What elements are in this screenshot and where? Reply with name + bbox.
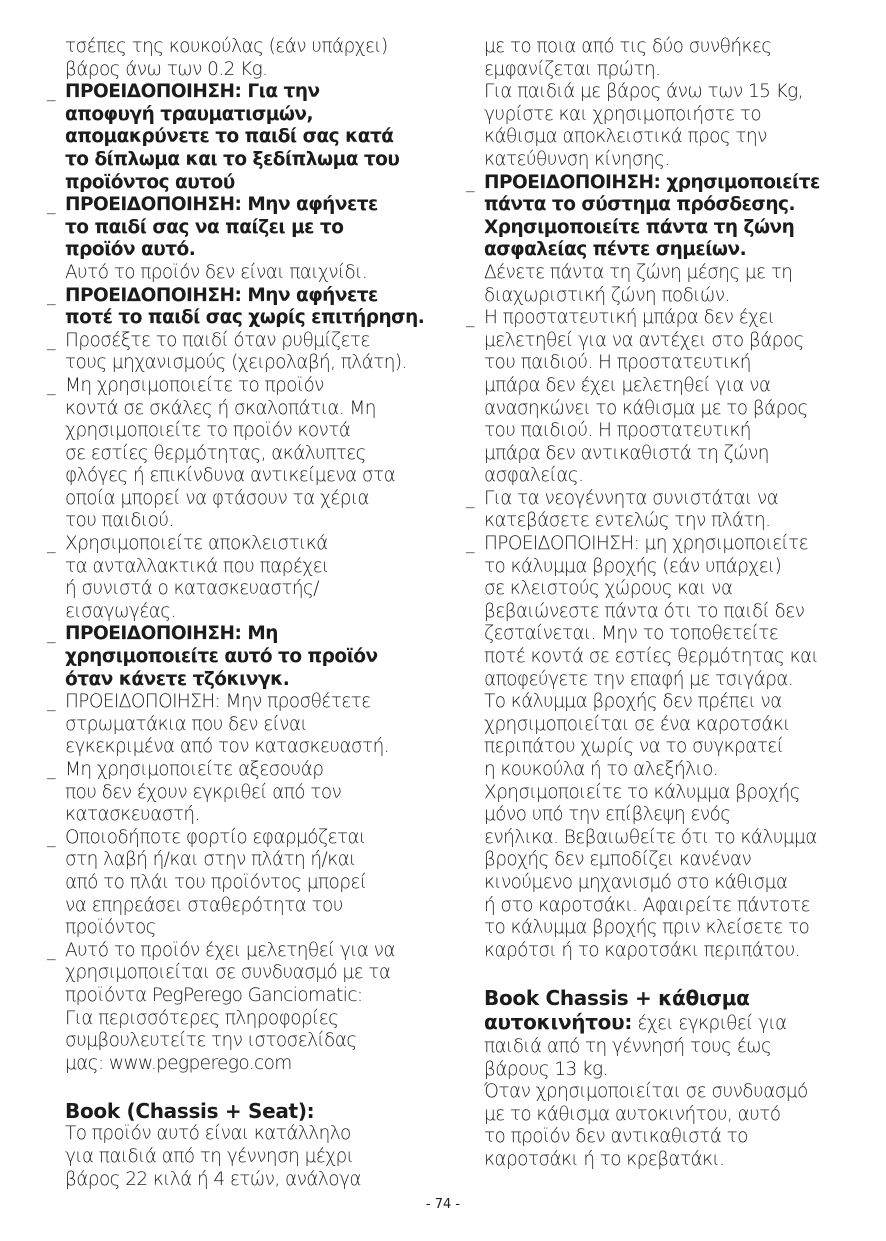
text-line: Προσέξτε το παιδί όταν ρυθμίζετε <box>65 329 370 351</box>
page-number: - 74 - <box>425 1197 461 1212</box>
paragraph-hood-pocket <box>47 36 432 81</box>
note-bumper-bar <box>466 307 851 488</box>
text-line: του παιδιού. Η προστατευτική <box>484 352 751 374</box>
text-line: ΠΡΟΕΙΔΟΠΟΙΗΣΗ: Μην αφήνετε <box>65 284 378 306</box>
warning-rain-cover <box>466 533 851 962</box>
text-line: Μη χρησιμοποιείτε το προϊόν <box>65 374 324 396</box>
text-line: Χρησιμοποιείτε αποκλειστικά <box>65 533 328 555</box>
note-mechanisms <box>47 330 432 375</box>
text-line: Δένετε πάντα τη ζώνη μέσης με τη <box>484 261 793 283</box>
text-line: Για τα νεογέννητα συνιστάται να <box>484 487 779 509</box>
text-line: σε εστίες θερμότητας, ακάλυπτες <box>65 442 366 464</box>
text-line: εγκεκριμένα από τον κατασκευαστή. <box>65 736 389 758</box>
note-ganciomatic <box>47 940 432 1076</box>
warning-folding <box>47 81 432 194</box>
note-accessories <box>47 759 432 827</box>
text-line: Χρησιμοποιείτε το κάλυμμα βροχής <box>484 781 800 803</box>
text-line: βροχής δεν εμποδίζει κανέναν <box>484 849 752 871</box>
text-line: βεβαιώνεστε πάντα ότι το παιδί δεν <box>484 600 805 622</box>
text-line: σε κλειστούς χώρους και να <box>484 578 733 600</box>
text-line: μπάρα δεν έχει μελετηθεί για να <box>484 374 771 396</box>
text-line: προϊόν αυτό. <box>65 239 196 261</box>
text-line: εισαγωγέας. <box>65 600 176 622</box>
text-line: μελετηθεί για να αντέχει στο βάρος <box>484 329 804 351</box>
text-line: κάθισμα αποκλειστικά προς την <box>484 126 767 148</box>
text-line: τσέπες της κουκούλας (εάν υπάρχει) <box>65 36 388 57</box>
bullet-dash: _ <box>47 330 56 351</box>
text-line: όταν κάνετε τζόκινγκ. <box>65 668 290 690</box>
text-line: βάρος 22 κιλά ή 4 ετών, ανάλογα <box>65 1168 361 1190</box>
warning-not-a-toy <box>47 194 432 284</box>
warning-jogging <box>47 623 432 691</box>
note-newborn <box>466 488 851 533</box>
text-line: Για παιδιά με βάρος άνω των 15 Kg, <box>484 81 803 103</box>
bullet-dash: _ <box>466 308 475 329</box>
text-line: το προϊόν δεν αντικαθιστά το <box>484 1126 748 1148</box>
text-line: ΠΡΟΕΙΔΟΠΟΙΗΣΗ: Μην προσθέτετε <box>65 691 371 713</box>
text-line: Για περισσότερες πληροφορίες <box>65 1007 339 1029</box>
text-line: ποτέ κοντά σε εστίες θερμότητας και <box>484 646 819 668</box>
text-line: βάρος άνω των 0.2 Kg. <box>65 58 268 80</box>
text-line: το κάλυμμα βροχής (εάν υπάρχει) <box>484 555 782 577</box>
text-line: προϊόντος <box>65 917 156 939</box>
text-line: μπάρα δεν αντικαθιστά τη ζώνη <box>484 442 769 464</box>
bullet-dash: _ <box>47 195 56 216</box>
text-line: που δεν έχουν εγκριθεί από τον <box>65 781 342 803</box>
text-line: απομακρύνετε το παιδί σας κατά <box>65 126 394 148</box>
text-line: Η προστατευτική μπάρα δεν έχει <box>484 307 775 329</box>
text-line: τα ανταλλακτικά που παρέχει <box>65 555 329 577</box>
text-line: οποία μπορεί να φτάσουν τα χέρια <box>65 487 369 509</box>
text-line: κοντά σε σκάλες ή σκαλοπάτια. Μη <box>65 397 376 419</box>
text-line: φλόγες ή επικίνδυνα αντικείμενα στα <box>65 465 396 487</box>
bullet-dash: _ <box>47 760 56 780</box>
text-line: χρησιμοποιείτε το προϊόν κοντά <box>65 420 351 442</box>
text-line: Το προϊόν αυτό είναι κατάλληλο <box>65 1123 351 1145</box>
text-line: με το κάθισμα αυτοκινήτου, αυτό <box>484 1103 781 1125</box>
bullet-dash: _ <box>47 375 56 396</box>
text-line: Αυτό το προϊόν έχει μελετηθεί για να <box>65 939 395 961</box>
text-line: από το πλάι του προϊόντος μπορεί <box>65 871 367 893</box>
warning-harness <box>466 172 851 308</box>
bullet-dash: _ <box>47 827 56 848</box>
text-line: προϊόντα PegPerego Ganciomatic: <box>65 984 363 1006</box>
text-line: Οποιοδήποτε φορτίο εφαρμόζεται <box>65 826 366 848</box>
text-line: προϊόντος αυτού <box>65 171 235 193</box>
paragraph-age-weight <box>466 36 851 172</box>
text-line: ή συνιστά ο κατασκευαστής/ <box>65 578 319 600</box>
text-line: το δίπλωμα και το ξεδίπλωμα του <box>65 148 400 170</box>
text-line: γυρίστε και χρησιμοποιήστε το <box>484 103 762 125</box>
text-line: πάντα το σύστημα πρόσδεσης. <box>484 194 795 216</box>
text-line: κατασκευαστή. <box>65 804 200 826</box>
section-book-chassis-car-seat <box>466 986 851 1171</box>
text-line: ζεσταίνεται. Μην το τοποθετείτε <box>484 623 779 645</box>
text-line: ΠΡΟΕΙΔΟΠΟΙΗΣΗ: Μην αφήνετε <box>65 194 378 216</box>
bullet-dash: _ <box>47 624 56 645</box>
text-line: στρωματάκια που δεν είναι <box>65 713 308 735</box>
text-line: η κουκούλα ή το αλεξήλιο. <box>484 759 719 780</box>
bullet-dash: _ <box>47 285 56 306</box>
text-line: χρησιμοποιείτε αυτό το προϊόν <box>65 646 378 668</box>
bullet-dash: _ <box>466 534 475 555</box>
warning-mattresses <box>47 691 432 759</box>
text-line: κατεβάσετε εντελώς την πλάτη. <box>484 510 771 532</box>
text-line: κατεύθυνση κίνησης. <box>484 148 670 170</box>
text-line: να επηρεάσει σταθερότητα του <box>65 894 343 916</box>
bullet-dash: _ <box>47 82 56 103</box>
text-line: Χρησιμοποιείτε πάντα τη ζώνη <box>484 216 795 238</box>
bullet-dash: _ <box>466 172 475 193</box>
note-stairs-heat <box>47 375 432 533</box>
text-line: Αυτό το προϊόν δεν είναι παιχνίδι. <box>65 261 368 283</box>
text-line: μόνο υπό την επίβλεψη ενός <box>484 804 731 826</box>
left-column <box>47 36 432 1191</box>
text-line: στη λαβή ή/και στην πλάτη ή/και <box>65 849 356 871</box>
text-line: τους μηχανισμούς (χειρολαβή, πλάτη). <box>65 352 407 374</box>
text-line: συμβουλευτείτε την ιστοσελίδας <box>65 1030 357 1052</box>
text-line: Το κάλυμμα βροχής δεν πρέπει να <box>484 691 782 713</box>
text-line: παιδιά από τη γέννησή τους έως <box>484 1035 772 1057</box>
text-line: το παιδί σας να παίζει με το <box>65 216 344 238</box>
section-heading: Book Chassis + κάθισμα <box>484 986 750 1011</box>
text-line: χρησιμοποιείται σε ένα καροτσάκι <box>484 713 790 735</box>
text-line: περιπάτου χωρίς να το συγκρατεί <box>484 736 784 758</box>
section-heading: αυτοκινήτου: <box>484 1010 633 1035</box>
text-line: του παιδιού. Η προστατευτική <box>484 420 751 442</box>
text-line: ποτέ το παιδί σας χωρίς επιτήρηση. <box>65 307 425 329</box>
text-line: ασφαλείας. <box>484 465 584 487</box>
text-line: καρότσι ή το καροτσάκι περιπάτου. <box>484 939 801 961</box>
text-line: βάρους 13 kg. <box>484 1058 608 1080</box>
text-line: μας: www.pegperego.com <box>65 1052 292 1074</box>
bullet-dash: _ <box>47 940 56 961</box>
right-column <box>466 36 851 1172</box>
text-line: με το ποια από τις δύο συνθήκες <box>484 36 772 57</box>
text-line: ΠΡΟΕΙΔΟΠΟΙΗΣΗ: Μη <box>65 623 278 645</box>
text-line: ή στο καροτσάκι. Αφαιρείτε πάντοτε <box>484 894 810 916</box>
text-line: για παιδιά από τη γέννηση μέχρι <box>65 1145 354 1167</box>
text-line: χρησιμοποιείται σε συνδυασμό με τα <box>65 962 391 984</box>
text-line: του παιδιού. <box>65 510 174 532</box>
text-line: αποφυγή τραυματισμών, <box>65 103 314 125</box>
text-line: ΠΡΟΕΙΔΟΠΟΙΗΣΗ: Για την <box>65 81 320 103</box>
text-line: Μη χρησιμοποιείτε αξεσουάρ <box>65 759 324 780</box>
warning-supervision <box>47 285 432 330</box>
note-load-stability <box>47 827 432 940</box>
bullet-dash: _ <box>47 534 56 555</box>
text-line: Όταν χρησιμοποιείται σε συνδυασμό <box>484 1081 808 1103</box>
text-line: έχει εγκριθεί για <box>637 1013 787 1035</box>
text-line: ανασηκώνει το κάθισμα με το βάρος <box>484 397 808 419</box>
text-line: ΠΡΟΕΙΔΟΠΟΙΗΣΗ: χρησιμοποιείτε <box>484 171 820 193</box>
section-book-chassis-seat <box>47 1099 432 1191</box>
text-line: ΠΡΟΕΙΔΟΠΟΙΗΣΗ: μη χρησιμοποιείτε <box>484 533 809 555</box>
text-line: αποφεύγετε την επαφή με τσιγάρα. <box>484 668 794 690</box>
text-line: καροτσάκι ή το κρεβατάκι. <box>484 1148 725 1170</box>
text-line: κινούμενο μηχανισμό στο κάθισμα <box>484 871 788 893</box>
text-line: το κάλυμμα βροχής πριν κλείσετε το <box>484 917 810 939</box>
bullet-dash: _ <box>47 692 56 713</box>
text-line: εμφανίζεται πρώτη. <box>484 58 661 80</box>
text-line: ενήλικα. Βεβαιωθείτε ότι το κάλυμμα <box>484 826 817 848</box>
text-line: ασφαλείας πέντε σημείων. <box>484 239 747 261</box>
text-line: διαχωριστική ζώνη ποδιών. <box>484 284 730 306</box>
note-spare-parts <box>47 533 432 623</box>
bullet-dash: _ <box>466 488 475 509</box>
section-heading: Book (Chassis + Seat): <box>65 1099 315 1124</box>
